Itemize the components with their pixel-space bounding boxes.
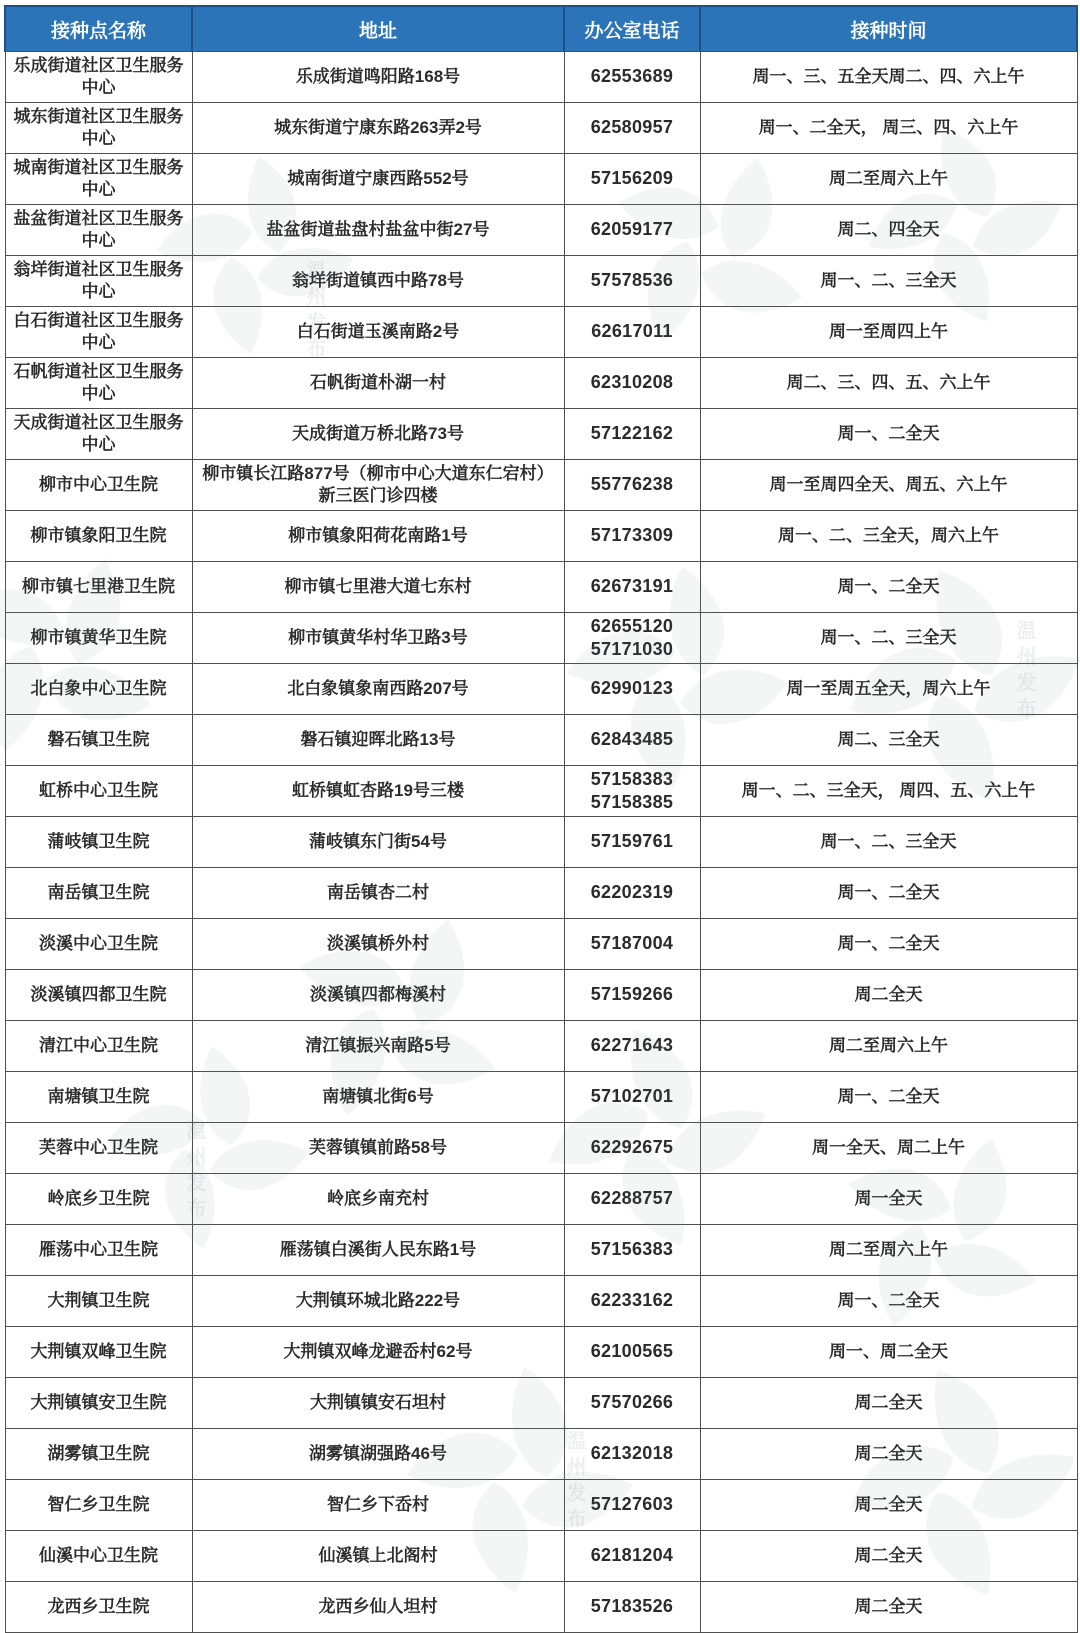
table-row [5,613,1077,664]
phone-cell: 62100565 [564,1327,700,1378]
site-name-cell: 柳市镇象阳卫生院 [5,511,192,562]
address-cell: 芙蓉镇镇前路58号 [192,1123,564,1174]
table-row [5,52,1077,103]
time-cell: 周一、二全天 [700,919,1077,970]
address-cell: 雁荡镇白溪街人民东路1号 [192,1225,564,1276]
table-row [5,409,1077,460]
site-name-cell: 淡溪镇四都卫生院 [5,970,192,1021]
address-cell: 柳市镇黄华村华卫路3号 [192,613,564,664]
time-cell: 周一、二、三全天， 周四、五、六上午 [700,766,1077,817]
table-row [5,664,1077,715]
phone-cell: 62553689 [564,52,700,103]
vaccination-site-table-wrap [4,5,1076,1633]
col-header-vaccination-time: 接种时间 [700,6,1077,52]
time-cell: 周一、二全天 [700,1072,1077,1123]
time-cell: 周一、二、三全天 [700,817,1077,868]
phone-cell: 57159266 [564,970,700,1021]
watermark-text: 温州发布 [303,260,325,364]
table-row [5,256,1077,307]
time-cell: 周一至周四全天、周五、六上午 [700,460,1077,511]
table-row [5,1072,1077,1123]
table-header [5,6,1077,52]
phone-cell: 62990123 [564,664,700,715]
table-row [5,817,1077,868]
address-cell: 大荆镇镇安石坦村 [192,1378,564,1429]
phone-cell: 62655120 57171030 [564,613,700,664]
time-cell: 周一、二全天 [700,1276,1077,1327]
time-cell: 周二全天 [700,1531,1077,1582]
table-row [5,205,1077,256]
table-row [5,1582,1077,1633]
table-row [5,460,1077,511]
site-name-cell: 芙蓉中心卫生院 [5,1123,192,1174]
site-name-cell: 柳市镇七里港卫生院 [5,562,192,613]
site-name-cell: 南岳镇卫生院 [5,868,192,919]
time-cell: 周二全天 [700,1582,1077,1633]
address-cell: 城南街道宁康西路552号 [192,154,564,205]
phone-cell: 57127603 [564,1480,700,1531]
table-row [5,307,1077,358]
site-name-cell: 北白象中心卫生院 [5,664,192,715]
phone-cell: 57183526 [564,1582,700,1633]
address-cell: 大荆镇环城北路222号 [192,1276,564,1327]
time-cell: 周二至周六上午 [700,1021,1077,1072]
site-name-cell: 大荆镇镇安卫生院 [5,1378,192,1429]
address-cell: 蒲岐镇东门街54号 [192,817,564,868]
time-cell: 周一、二全天 [700,409,1077,460]
site-name-cell: 智仁乡卫生院 [5,1480,192,1531]
time-cell: 周一、二、三全天，周六上午 [700,511,1077,562]
table-row [5,1327,1077,1378]
table-row [5,1225,1077,1276]
address-cell: 湖雾镇湖强路46号 [192,1429,564,1480]
table-row [5,715,1077,766]
col-header-office-phone: 办公室电话 [564,6,700,52]
site-name-cell: 大荆镇双峰卫生院 [5,1327,192,1378]
site-name-cell: 蒲岐镇卫生院 [5,817,192,868]
vaccination-site-table [4,5,1078,1633]
site-name-cell: 大荆镇卫生院 [5,1276,192,1327]
time-cell: 周二、三、四、五、六上午 [700,358,1077,409]
address-cell: 淡溪镇桥外村 [192,919,564,970]
site-name-cell: 城南街道社区卫生服务中心 [5,154,192,205]
address-cell: 翁垟街道镇西中路78号 [192,256,564,307]
table-row [5,1429,1077,1480]
table-row [5,1480,1077,1531]
time-cell: 周一、三、五全天周二、四、六上午 [700,52,1077,103]
table-row [5,154,1077,205]
address-cell: 智仁乡下岙村 [192,1480,564,1531]
site-name-cell: 雁荡中心卫生院 [5,1225,192,1276]
phone-cell: 57578536 [564,256,700,307]
address-cell: 石帆街道朴湖一村 [192,358,564,409]
address-cell: 龙西乡仙人坦村 [192,1582,564,1633]
phone-cell: 62617011 [564,307,700,358]
address-cell: 白石街道玉溪南路2号 [192,307,564,358]
time-cell: 周二全天 [700,1429,1077,1480]
time-cell: 周一全天 [700,1174,1077,1225]
phone-cell: 55776238 [564,460,700,511]
time-cell: 周二至周六上午 [700,1225,1077,1276]
site-name-cell: 柳市中心卫生院 [5,460,192,511]
watermark-text: 温州发布 [1013,620,1035,724]
time-cell: 周二至周六上午 [700,154,1077,205]
site-name-cell: 南塘镇卫生院 [5,1072,192,1123]
table-row [5,868,1077,919]
time-cell: 周一、二、三全天 [700,613,1077,664]
time-cell: 周一全天、周二上午 [700,1123,1077,1174]
table-body [5,52,1077,1633]
table-row [5,103,1077,154]
site-name-cell: 清江中心卫生院 [5,1021,192,1072]
address-cell: 大荆镇双峰龙避岙村62号 [192,1327,564,1378]
phone-cell: 57158383 57158385 [564,766,700,817]
phone-cell: 62843485 [564,715,700,766]
time-cell: 周一至周五全天，周六上午 [700,664,1077,715]
table-row [5,1021,1077,1072]
table-row [5,1174,1077,1225]
address-cell: 柳市镇七里港大道七东村 [192,562,564,613]
time-cell: 周一、二全天 [700,562,1077,613]
table-row [5,562,1077,613]
address-cell: 南塘镇北街6号 [192,1072,564,1123]
table-row [5,1378,1077,1429]
site-name-cell: 乐成街道社区卫生服务中心 [5,52,192,103]
site-name-cell: 磐石镇卫生院 [5,715,192,766]
site-name-cell: 盐盆街道社区卫生服务中心 [5,205,192,256]
table-row [5,1276,1077,1327]
phone-cell: 57122162 [564,409,700,460]
address-cell: 北白象镇象南西路207号 [192,664,564,715]
time-cell: 周一至周四上午 [700,307,1077,358]
address-cell: 磐石镇迎晖北路13号 [192,715,564,766]
address-cell: 城东街道宁康东路263弄2号 [192,103,564,154]
site-name-cell: 仙溪中心卫生院 [5,1531,192,1582]
col-header-address: 地址 [192,6,564,52]
phone-cell: 57159761 [564,817,700,868]
site-name-cell: 柳市镇黄华卫生院 [5,613,192,664]
address-cell: 乐成街道鸣阳路168号 [192,52,564,103]
time-cell: 周二全天 [700,1480,1077,1531]
time-cell: 周一、二全天， 周三、四、六上午 [700,103,1077,154]
phone-cell: 57156209 [564,154,700,205]
address-cell: 岭底乡南充村 [192,1174,564,1225]
site-name-cell: 翁垟街道社区卫生服务中心 [5,256,192,307]
table-row [5,766,1077,817]
phone-cell: 62292675 [564,1123,700,1174]
time-cell: 周二全天 [700,1378,1077,1429]
watermark-text: 温州发布 [563,1430,585,1534]
address-cell: 淡溪镇四都梅溪村 [192,970,564,1021]
phone-cell: 62202319 [564,868,700,919]
address-cell: 柳市镇象阳荷花南路1号 [192,511,564,562]
phone-cell: 62059177 [564,205,700,256]
phone-cell: 62288757 [564,1174,700,1225]
phone-cell: 57173309 [564,511,700,562]
time-cell: 周一、周二全天 [700,1327,1077,1378]
table-row [5,358,1077,409]
phone-cell: 57156383 [564,1225,700,1276]
phone-cell: 62233162 [564,1276,700,1327]
site-name-cell: 湖雾镇卫生院 [5,1429,192,1480]
phone-cell: 62132018 [564,1429,700,1480]
address-cell: 南岳镇杏二村 [192,868,564,919]
site-name-cell: 岭底乡卫生院 [5,1174,192,1225]
col-header-site-name: 接种点名称 [5,6,192,52]
time-cell: 周二、四全天 [700,205,1077,256]
time-cell: 周一、二、三全天 [700,256,1077,307]
site-name-cell: 龙西乡卫生院 [5,1582,192,1633]
time-cell: 周二、三全天 [700,715,1077,766]
time-cell: 周二全天 [700,970,1077,1021]
phone-cell: 62580957 [564,103,700,154]
site-name-cell: 白石街道社区卫生服务中心 [5,307,192,358]
phone-cell: 57187004 [564,919,700,970]
address-cell: 柳市镇长江路877号（柳市中心大道东仁宕村） 新三医门诊四楼 [192,460,564,511]
address-cell: 盐盆街道盐盘村盐盆中街27号 [192,205,564,256]
phone-cell: 57102701 [564,1072,700,1123]
address-cell: 仙溪镇上北阁村 [192,1531,564,1582]
table-row [5,1123,1077,1174]
watermark-text: 温州发布 [183,1120,205,1224]
site-name-cell: 石帆街道社区卫生服务中心 [5,358,192,409]
phone-cell: 62310208 [564,358,700,409]
address-cell: 虹桥镇虹杏路19号三楼 [192,766,564,817]
site-name-cell: 城东街道社区卫生服务中心 [5,103,192,154]
table-row [5,970,1077,1021]
time-cell: 周一、二全天 [700,868,1077,919]
phone-cell: 62673191 [564,562,700,613]
address-cell: 清江镇振兴南路5号 [192,1021,564,1072]
table-row [5,919,1077,970]
site-name-cell: 淡溪中心卫生院 [5,919,192,970]
site-name-cell: 虹桥中心卫生院 [5,766,192,817]
phone-cell: 62181204 [564,1531,700,1582]
table-row [5,511,1077,562]
header-row [5,6,1077,52]
site-name-cell: 天成街道社区卫生服务中心 [5,409,192,460]
phone-cell: 57570266 [564,1378,700,1429]
address-cell: 天成街道万桥北路73号 [192,409,564,460]
phone-cell: 62271643 [564,1021,700,1072]
